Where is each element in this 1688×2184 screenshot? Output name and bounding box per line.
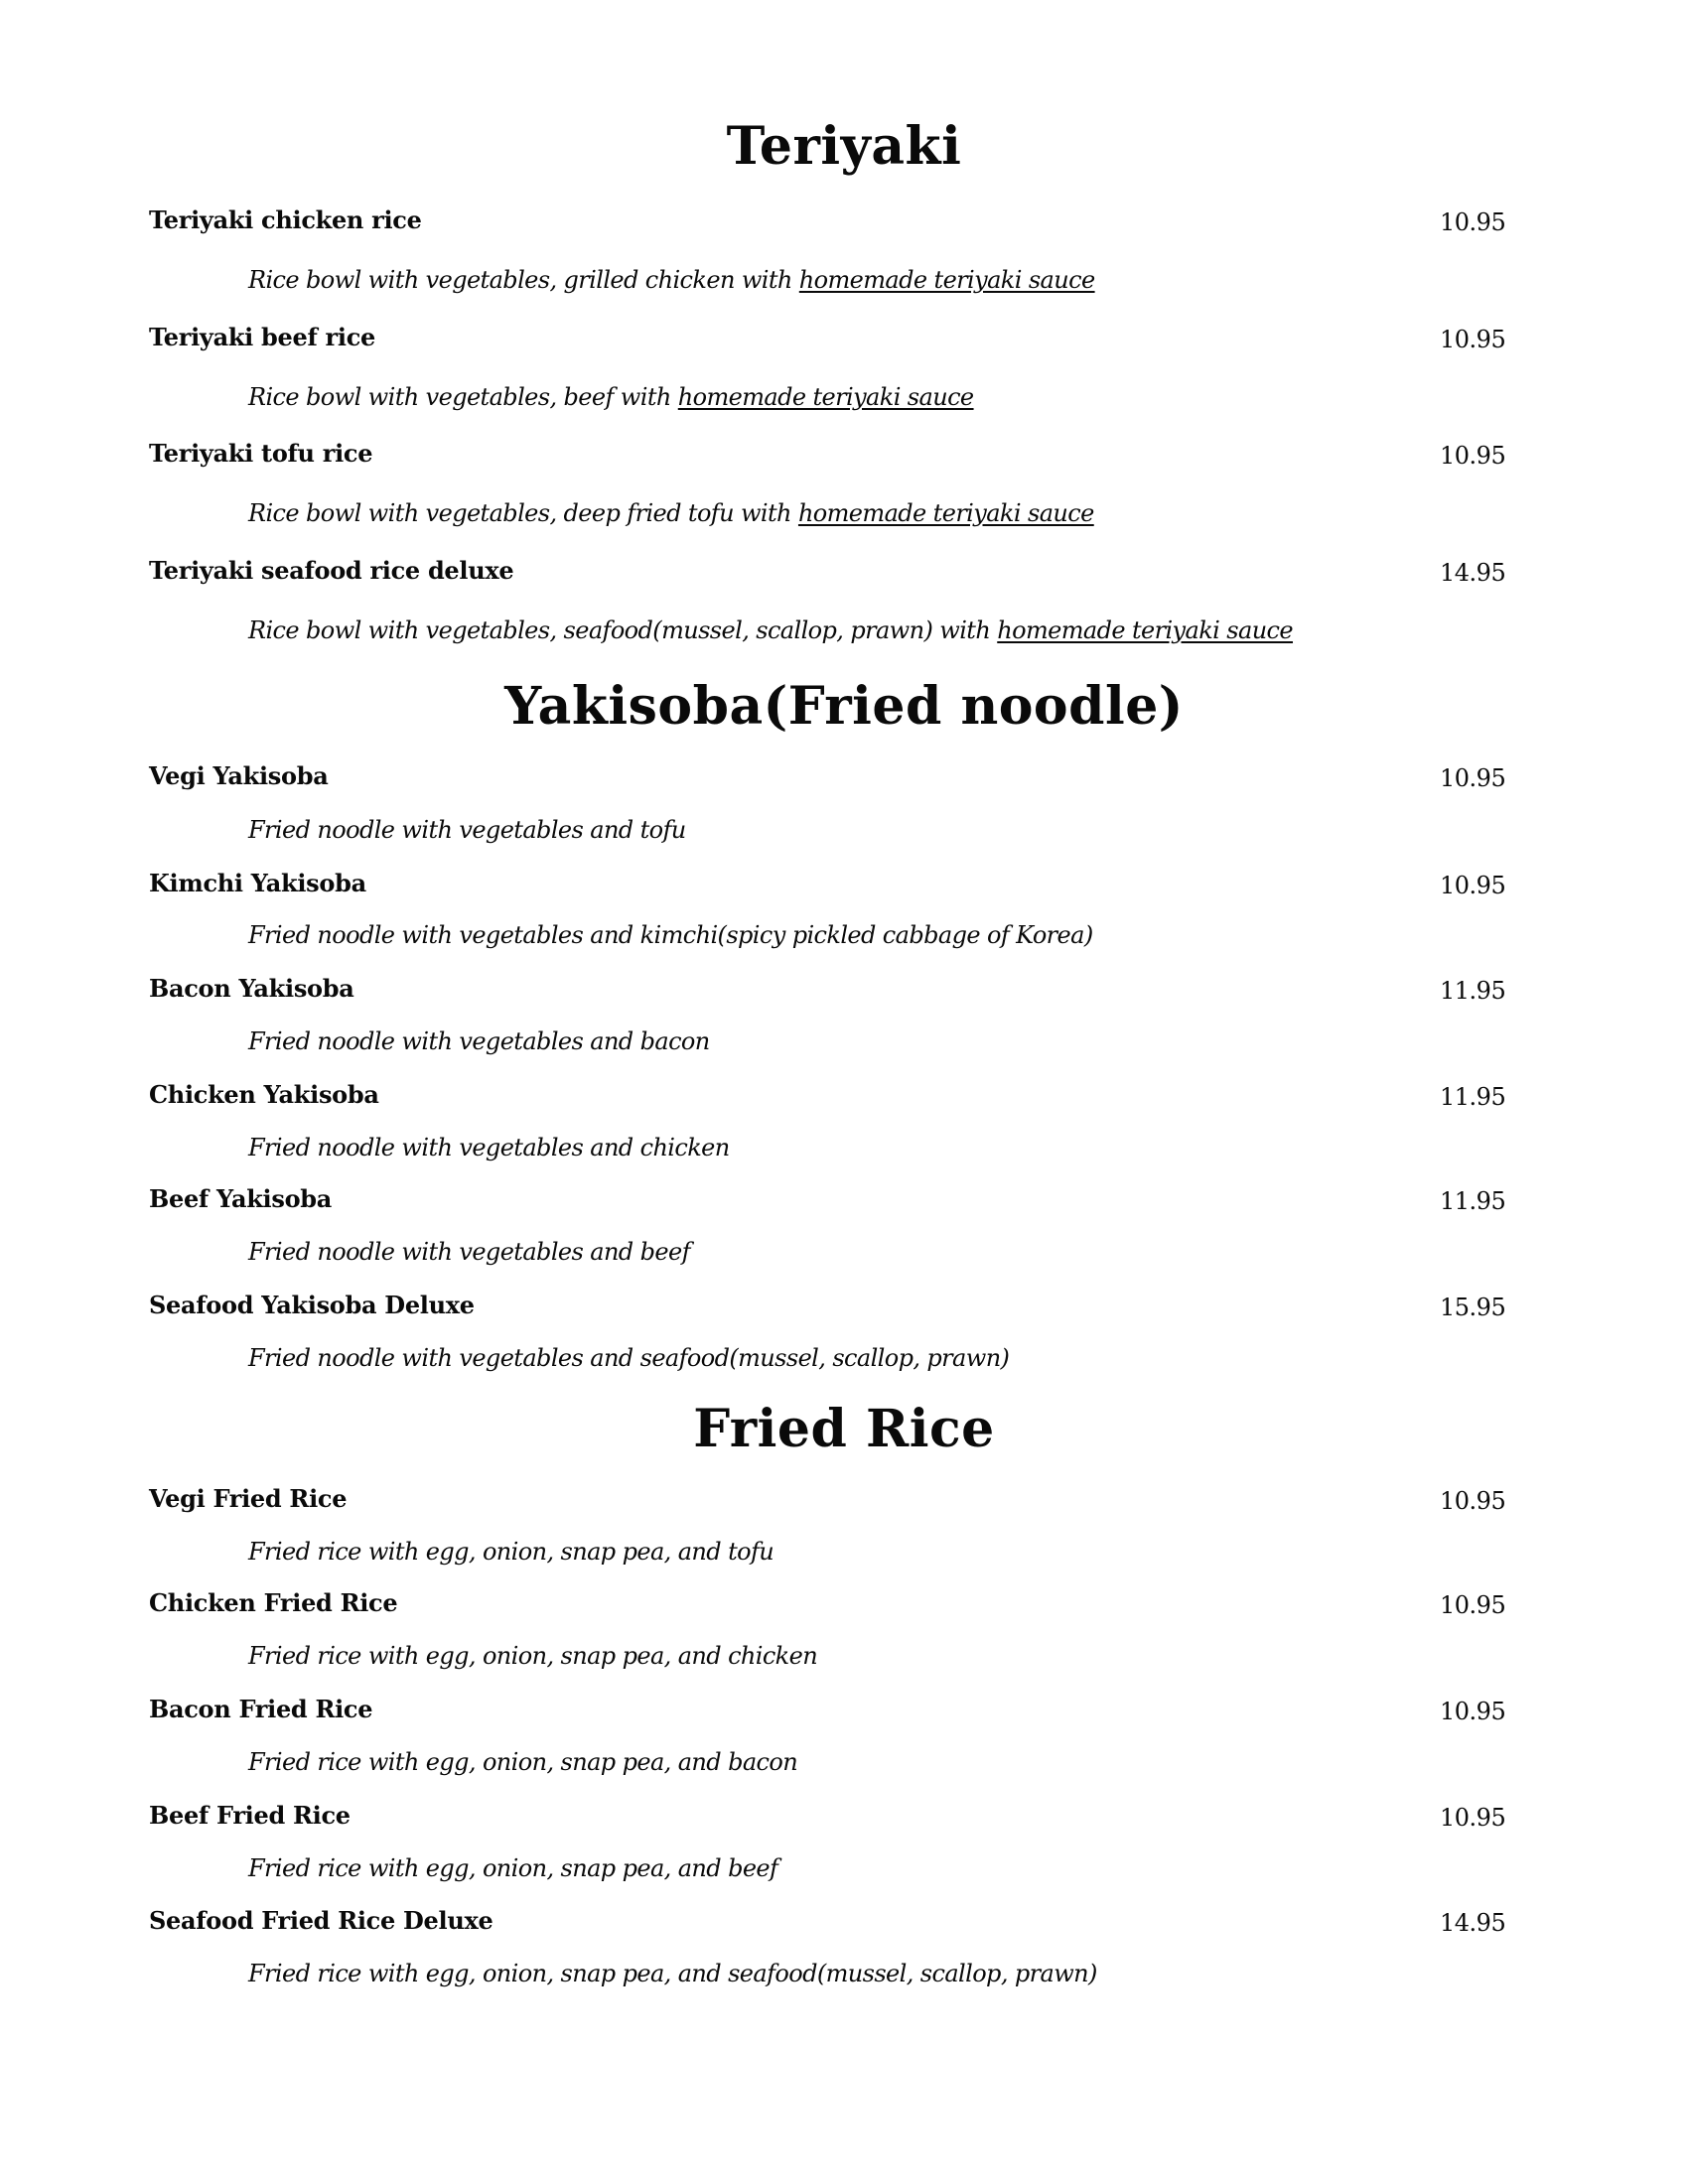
item-description: Fried rice with egg, onion, snap pea, and tofu	[248, 1538, 774, 1566]
item-description	[248, 265, 1095, 295]
item-price: 11.95	[1440, 1187, 1506, 1215]
item-price: 10.95	[1440, 326, 1506, 353]
description-text: Rice bowl with vegetables, beef with	[248, 383, 678, 411]
item-name: Chicken Fried Rice	[149, 1588, 398, 1617]
item-description	[248, 615, 1293, 645]
section-title-yakisoba: Yakisoba(Fried noodle)	[504, 676, 1184, 737]
description-text: Rice bowl with vegetables, deep fried tofu with	[248, 499, 798, 527]
homemade-sauce-link[interactable]: homemade teriyaki sauce	[677, 383, 974, 411]
item-description: Fried rice with egg, onion, snap pea, and bacon	[248, 1748, 798, 1776]
item-description: Fried noodle with vegetables and bacon	[248, 1027, 710, 1055]
item-description	[248, 498, 1094, 528]
homemade-sauce-link[interactable]: homemade teriyaki sauce	[997, 616, 1294, 644]
item-name: Vegi Yakisoba	[149, 761, 329, 790]
item-name: Teriyaki chicken rice	[149, 205, 422, 234]
item-price: 10.95	[1440, 872, 1506, 899]
section-title-teriyaki: Teriyaki	[726, 116, 962, 177]
homemade-sauce-link[interactable]: homemade teriyaki sauce	[797, 499, 1094, 527]
item-description: Fried rice with egg, onion, snap pea, and seafood(mussel, scallop, prawn)	[248, 1960, 1097, 1987]
item-price: 14.95	[1440, 1909, 1506, 1937]
item-name: Chicken Yakisoba	[149, 1080, 379, 1109]
item-price: 10.95	[1440, 764, 1506, 792]
item-name: Seafood Fried Rice Deluxe	[149, 1906, 493, 1935]
item-name: Teriyaki seafood rice deluxe	[149, 556, 514, 585]
item-price: 11.95	[1440, 977, 1506, 1005]
item-price: 11.95	[1440, 1083, 1506, 1111]
item-name: Kimchi Yakisoba	[149, 869, 366, 897]
item-description: Fried noodle with vegetables and beef	[248, 1238, 690, 1266]
item-price: 15.95	[1440, 1294, 1506, 1321]
item-price: 14.95	[1440, 559, 1506, 587]
item-price: 10.95	[1440, 208, 1506, 236]
item-description: Fried rice with egg, onion, snap pea, and beef	[248, 1854, 778, 1882]
item-name: Bacon Yakisoba	[149, 974, 354, 1003]
description-text: Rice bowl with vegetables, grilled chicken with	[248, 266, 799, 294]
item-price: 10.95	[1440, 442, 1506, 470]
item-price: 10.95	[1440, 1487, 1506, 1515]
item-description: Fried rice with egg, onion, snap pea, and chicken	[248, 1642, 818, 1670]
item-description: Fried noodle with vegetables and seafood(mussel, scallop, prawn)	[248, 1344, 1010, 1372]
item-name: Teriyaki tofu rice	[149, 439, 373, 468]
item-description: Fried noodle with vegetables and kimchi(spicy pickled cabbage of Korea)	[248, 921, 1093, 949]
item-description: Fried noodle with vegetables and chicken	[248, 1134, 730, 1161]
item-name: Beef Fried Rice	[149, 1801, 351, 1830]
item-name: Vegi Fried Rice	[149, 1484, 348, 1513]
item-name: Beef Yakisoba	[149, 1184, 333, 1213]
description-text: Rice bowl with vegetables, seafood(mussel, scallop, prawn) with	[248, 616, 998, 644]
homemade-sauce-link[interactable]: homemade teriyaki sauce	[798, 266, 1095, 294]
item-description: Fried noodle with vegetables and tofu	[248, 816, 686, 844]
item-price: 10.95	[1440, 1804, 1506, 1832]
item-description	[248, 382, 974, 412]
item-price: 10.95	[1440, 1698, 1506, 1725]
section-title-fried-rice: Fried Rice	[693, 1399, 995, 1459]
item-name: Teriyaki beef rice	[149, 323, 375, 351]
item-price: 10.95	[1440, 1591, 1506, 1619]
item-name: Bacon Fried Rice	[149, 1695, 373, 1723]
item-name: Seafood Yakisoba Deluxe	[149, 1291, 475, 1319]
